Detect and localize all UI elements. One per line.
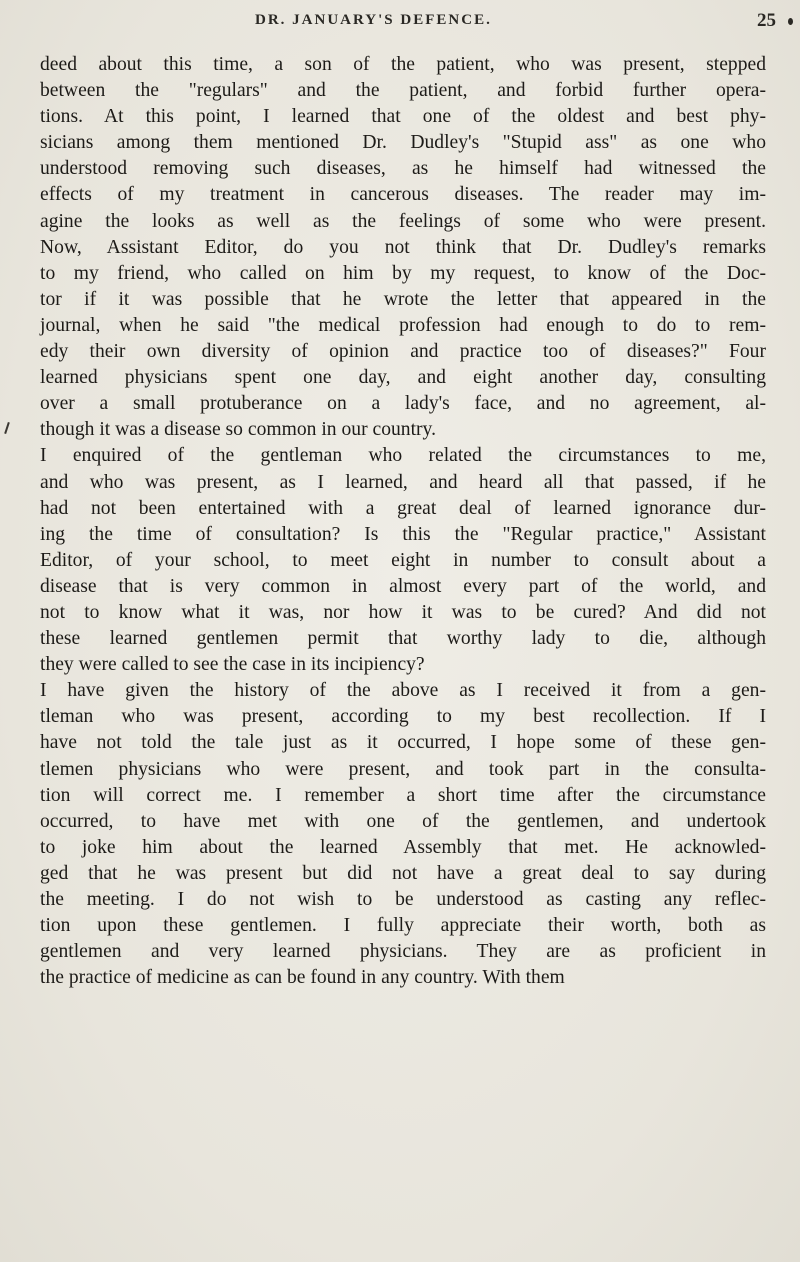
text-line: learned physicians spent one day, and eight another day, consulting: [40, 367, 766, 389]
text-line: gentlemen and very learned physicians. They are as proficient in: [40, 941, 766, 963]
text-line: edy their own diversity of opinion and practice too of diseases?" Four: [40, 341, 766, 363]
text-line: over a small protuberance on a lady's face, and no agreement, al-: [40, 393, 766, 415]
text-line: had not been entertained with a great deal of learned ignorance dur-: [40, 497, 766, 519]
text-line: ing the time of consultation? Is this the "Regular practice," Assistant: [40, 523, 766, 545]
text-line: they were called to see the case in its incipiency?: [40, 654, 425, 676]
text-line: tor if it was possible that he wrote the letter that appeared in the: [40, 288, 766, 310]
text-line: between the "regulars" and the patient, and forbid further opera-: [40, 80, 766, 102]
text-line: Now, Assistant Editor, do you not think that Dr. Dudley's remarks: [40, 236, 766, 258]
text-line: the meeting. I do not wish to be understood as casting any reflec-: [40, 889, 766, 910]
text-line: disease that is very common in almost every part of the world, and: [40, 575, 766, 597]
text-line: tion will correct me. I remember a short time after the circumstance: [40, 784, 766, 806]
text-line: journal, when he said "the medical profession had enough to do to rem-: [40, 314, 766, 336]
text-line: though it was a disease so common in our country.: [40, 419, 436, 441]
text-line: tlemen physicians who were present, and took part in the consulta-: [40, 758, 766, 780]
margin-ink-mark: [4, 422, 10, 434]
text-line: have not told the tale just as it occurred, I hope some of these gen-: [40, 732, 766, 754]
text-line: tleman who was present, according to my best recollection. If I: [40, 706, 766, 728]
text-line: I enquired of the gentleman who related the circumstances to me,: [40, 445, 766, 467]
text-line: tion upon these gentlemen. I fully appreciate their worth, both as: [40, 915, 766, 937]
text-line: deed about this time, a son of the patient, who was present, stepped: [40, 54, 766, 75]
text-line: to joke him about the learned Assembly that met. He acknowled-: [40, 836, 766, 858]
text-line: sicians among them mentioned Dr. Dudley's "Stupid ass" as one who: [40, 132, 766, 154]
text-line: tions. At this point, I learned that one of the oldest and best phy-: [40, 106, 766, 128]
text-line: the practice of medicine as can be found in any country. With them: [40, 967, 565, 989]
text-line: agine the looks as well as the feelings of some who were present.: [40, 210, 766, 232]
text-line: ged that he was present but did not have a great deal to say during: [40, 862, 766, 884]
text-line: I have given the history of the above as I received it from a gen-: [40, 680, 766, 702]
running-head: [0, 12, 800, 36]
running-title: DR. JANUARY'S DEFENCE.: [255, 12, 492, 28]
ink-dot-mark: [788, 18, 793, 25]
text-line: and who was present, as I learned, and heard all that passed, if he: [40, 471, 766, 493]
body-text: [40, 52, 766, 991]
text-line: not to know what it was, nor how it was to be cured? And did not: [40, 601, 766, 623]
page-number: 25: [757, 10, 776, 31]
text-line: these learned gentlemen permit that worthy lady to die, although: [40, 628, 766, 650]
text-line: Editor, of your school, to meet eight in number to consult about a: [40, 549, 766, 571]
text-line: to my friend, who called on him by my request, to know of the Doc-: [40, 262, 766, 284]
text-line: occurred, to have met with one of the gentlemen, and undertook: [40, 810, 766, 832]
text-line: understood removing such diseases, as he himself had witnessed the: [40, 158, 766, 180]
text-line: effects of my treatment in cancerous diseases. The reader may im-: [40, 184, 766, 206]
